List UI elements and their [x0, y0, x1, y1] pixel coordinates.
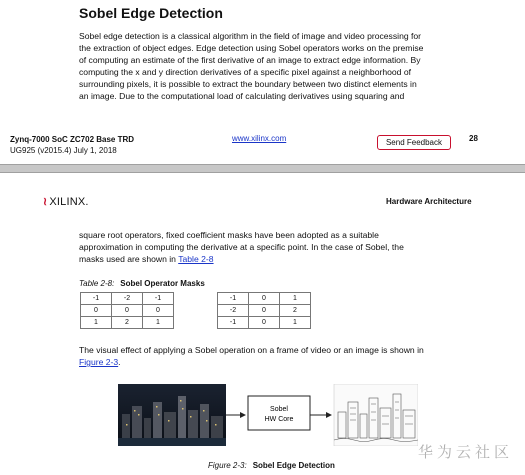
table-cell: -1 [81, 293, 112, 305]
send-feedback-button[interactable]: Send Feedback [377, 135, 451, 150]
table-row [218, 317, 311, 329]
table-reference-link[interactable]: Table 2-8 [178, 254, 214, 264]
table-cell: -2 [218, 305, 249, 317]
watermark: 华为云社区 [418, 444, 514, 461]
paragraph-line: an image. Due to the computational load of calculating derivatives using squaring and [79, 91, 405, 101]
table-caption-title: Sobel Operator Masks [120, 279, 205, 288]
table-cell: 0 [81, 305, 112, 317]
table-cell: 1 [81, 317, 112, 329]
paragraph-line: The visual effect of applying a Sobel operation on a frame of video or an image is shown in [79, 345, 424, 355]
xilinx-mark-icon: ≀ [43, 196, 48, 208]
footer-doc-title: Zynq-7000 SoC ZC702 Base TRD [10, 135, 135, 144]
sobel-hw-core-block [248, 396, 310, 430]
figure-caption [208, 461, 335, 470]
table-cell: 0 [249, 317, 280, 329]
footer-doc-id: UG925 (v2015.4) July 1, 2018 [10, 146, 117, 155]
table-cell: 2 [112, 317, 143, 329]
paragraph-line: square root operators, fixed coefficient masks have been adopted as a suitable [79, 230, 379, 240]
paragraph-line: Sobel edge detection is a classical algorithm in the field of image and video processing for [79, 31, 422, 41]
table-cell: 1 [143, 317, 174, 329]
xilinx-logo [43, 195, 89, 208]
table-cell: -1 [218, 317, 249, 329]
paragraph-line: masks used are shown in Table 2-8 [79, 254, 214, 264]
table-caption-number: Table 2-8: [79, 279, 115, 288]
paragraph-line: surrounding pixels, it is possible to extract the boundary between two distinct elements in [79, 79, 417, 89]
table-cell: -1 [218, 293, 249, 305]
table-cell: 0 [112, 305, 143, 317]
table-row [218, 293, 311, 305]
table-cell: 1 [280, 293, 311, 305]
table-row [81, 317, 174, 329]
table-row [81, 305, 174, 317]
table-cell: 0 [249, 305, 280, 317]
body-paragraph-2 [79, 229, 479, 265]
block-label-1: Sobel [270, 406, 288, 413]
figure-caption-title: Sobel Edge Detection [252, 461, 335, 470]
page-divider [0, 164, 525, 173]
paragraph-line: Figure 2-3. [79, 357, 121, 367]
table-row [81, 293, 174, 305]
sobel-figure-diagram [118, 384, 418, 446]
page-header-section: Hardware Architecture [386, 197, 472, 206]
output-edge-image [334, 384, 418, 446]
sobel-mask-y-table [217, 292, 311, 329]
block-label-2: HW Core [264, 416, 294, 423]
table-caption [79, 279, 205, 288]
table-cell: -2 [112, 293, 143, 305]
page-number: 28 [469, 134, 478, 143]
sobel-mask-x-table [80, 292, 174, 329]
paragraph-line: of computing an estimate of the first derivative of an image to extract edge information. By [79, 55, 421, 65]
paragraph-line: approximation in computing the derivative at a specific point. In the case of Sobel, the [79, 242, 404, 252]
table-cell: 0 [143, 305, 174, 317]
figure-caption-number: Figure 2-3: [208, 461, 247, 470]
body-paragraph-3 [79, 344, 479, 368]
table-cell: 0 [249, 293, 280, 305]
table-cell: -1 [143, 293, 174, 305]
figure-reference-link[interactable]: Figure 2-3 [79, 357, 119, 367]
paragraph-line: the extraction of object edges. Edge detection using Sobel operators works on the premise [79, 43, 424, 53]
table-row [218, 305, 311, 317]
input-city-image [118, 384, 226, 446]
footer-url-link[interactable]: www.xilinx.com [232, 134, 287, 143]
paragraph-line: computing the x and y direction derivatives of a specific pixel against a neighborhood of [79, 67, 412, 77]
intro-paragraph [79, 30, 479, 102]
table-cell: 1 [280, 317, 311, 329]
table-cell: 2 [280, 305, 311, 317]
logo-text: XILINX. [49, 196, 89, 208]
section-title: Sobel Edge Detection [79, 5, 223, 21]
footer-doc-info [10, 134, 134, 156]
